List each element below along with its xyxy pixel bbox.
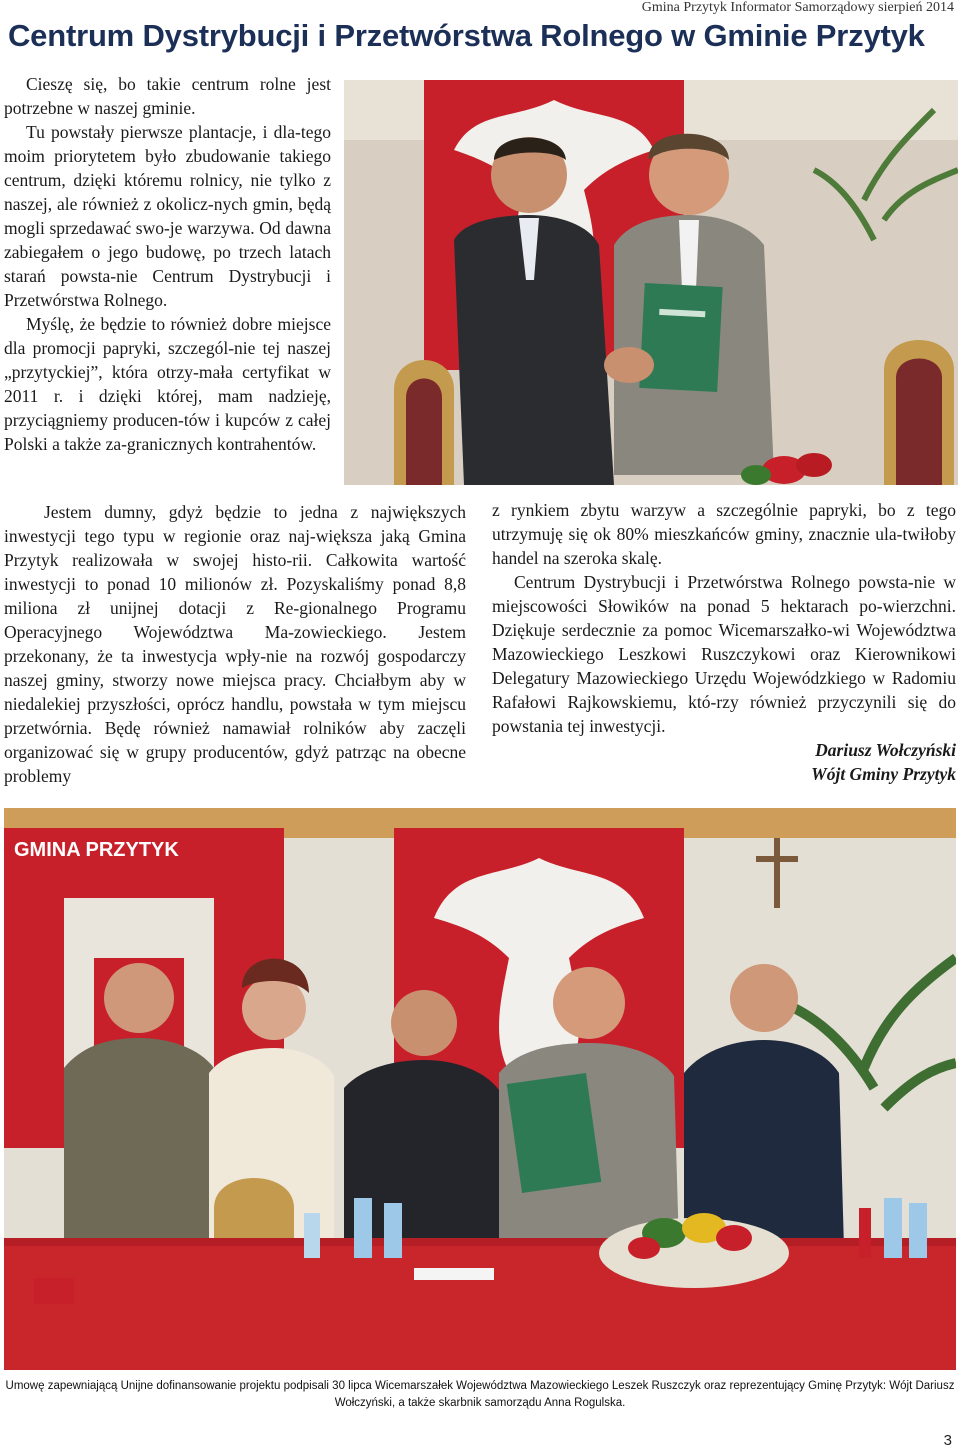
paragraph: Cieszę się, bo takie centrum rolne jest potrzebne w naszej gminie. xyxy=(4,74,331,118)
paragraph: Myślę, że będzie to również dobre miejsce dla promocji papryki, szczegól-nie tej naszej „przytyckiej”, która otrzy-mała certyfikat w 2011 r. i dzięki której, mam nadzieję, przyciągniemy producen-tów i kupców z całej Polski a także za-granicznych kontrahentów. xyxy=(4,314,331,454)
article-headline: Centrum Dystrybucji i Przetwórstwa Rolnego w Gminie Przytyk xyxy=(8,18,925,53)
article-column-left-bottom xyxy=(4,500,466,788)
paragraph: Tu powstały pierwsze plantacje, i dla-tego moim priorytetem było zbudowanie takiego centrum, dzięki któremu rolnicy, nie tylko z naszej, ale również z okolicz-nych gmin, będą mogli sprzedawać swo-je warzywa. Od dawna zabiegałem o jego budowę, po trzech latach starań powsta-nie Centrum Dystrybucji i Przetwórstwa Rolnego. xyxy=(4,122,331,310)
banner-text: GMINA PRZYTYK xyxy=(14,839,179,861)
photo-caption: Umowę zapewniającą Unijne dofinansowanie projektu podpisali 30 lipca Wicemarszałek Województwa Mazowieckiego Leszek Ruszczyk oraz reprezentujący Gminę Przytyk: Wójt Dariusz Wołczyński, a także skarbnik samorządu Anna Rogulska. xyxy=(5,1380,955,1409)
photo-group-signing xyxy=(4,808,956,1370)
page-number: 3 xyxy=(943,1432,952,1449)
paragraph: Jestem dumny, gdyż będzie to jedna z największych inwestycji tego typu w regionie oraz naj-większa jaką Gmina Przytyk realizowała w swojej histo-rii. Całkowita wartość inwestycji to ponad 10 milionów zł. Pozyskaliśmy ponad 8,8 miliona zł unijnej dotacji z Re-gionalnego Programu Operacyjnego Województwa Ma-zowieckiego. Jestem przekonany, że ta inwestycja wpły-nie na rozwój gospodarczy naszej gminy, stworzy nowe miejsca pracy. Chciałbym aby w niedalekiej przyszłości, oprócz handlu, powstała w tym miejscu przetwórnia. Będę również namawiał rolników aby zaczęli organizować się w grupy producentów, gdyż patrząc na obecne problemy xyxy=(4,502,466,786)
paragraph: z rynkiem zbytu warzyw a szczególnie papryki, bo z tego utrzymuję się ok 80% mieszkańców gminy, znacznie ula-twiłoby handel na szeroka skalę. xyxy=(492,500,956,568)
article-column-right xyxy=(492,498,956,786)
signature-name: Dariusz Wołczyński xyxy=(815,740,956,760)
article-column-left-top xyxy=(4,72,331,456)
paragraph: Centrum Dystrybucji i Przetwórstwa Rolnego powsta-nie w miejscowości Słowików na ponad 5 hektarach po-wierzchni. Dziękuje serdecznie za pomoc Wicemarszałko-wi Województwa Mazowieckiego Leszkowi Ruszczykowi oraz Kierownikowi Delegatury Mazowieckiego Urzędu Wojewódzkiego w Radomiu Rafałowi Rajkowskiemu, któ-rzy również przyczynili się do powstania tej inwestycji. xyxy=(492,572,956,736)
signature-role: Wójt Gminy Przytyk xyxy=(811,764,956,784)
photo-handshake xyxy=(344,80,958,485)
running-header: Gmina Przytyk Informator Samorządowy sierpień 2014 xyxy=(641,0,954,15)
